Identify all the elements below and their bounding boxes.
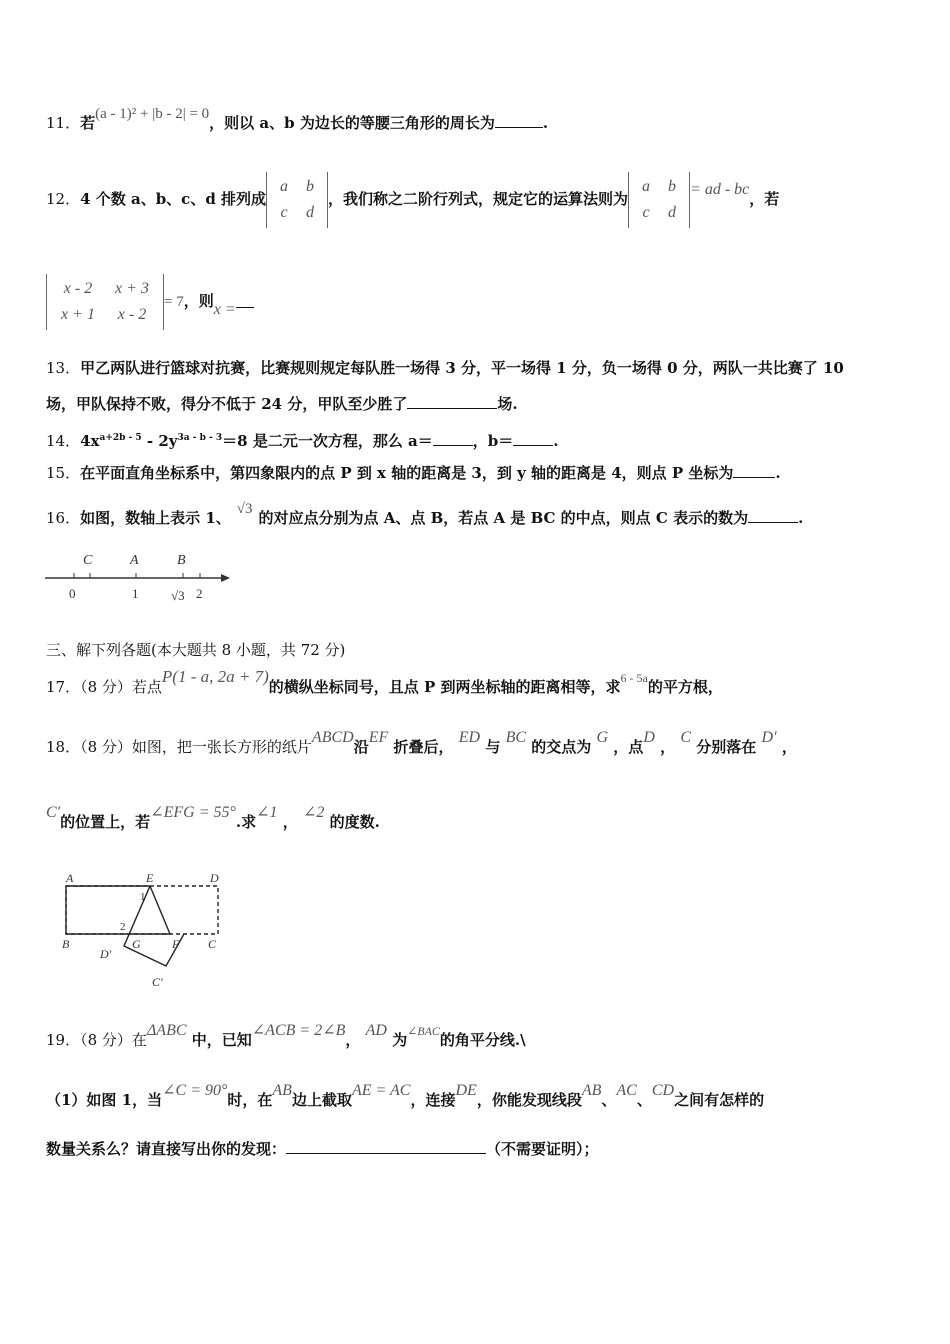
answer-blank[interactable] [733, 463, 775, 478]
question-17: 17．（8 分）若点P(1 - a, 2a + 7)的横纵坐标同号，且点 P 到两坐标轴的距离相等，求$^{6 - 5a}$的平方根， [46, 667, 723, 696]
determinant-x: x - 2 x + 3 x + 1 x - 2 [46, 274, 164, 330]
answer-blank[interactable] [495, 113, 543, 128]
determinant-abcd: a b c d [266, 172, 328, 228]
question-19: 19．（8 分）在ΔABC 中，已知∠ACB = 2∠B， AD 为$^{\angle BAC}$的角平分线.\ [46, 1022, 526, 1049]
question-18-line2: C′的位置上，若∠EFG = 55°.求∠1 ， ∠2 的度数. [46, 804, 380, 831]
question-13-line2: 场，甲队保持不败，得分不低于 24 分，甲队至少胜了 场. [46, 395, 518, 413]
tick-label-sqrt3: √3 [171, 588, 185, 603]
label-e: E [146, 871, 154, 885]
label-c: C [208, 937, 217, 951]
question-16: 16．如图，数轴上表示 1、 √3 的对应点分别为点 A、点 B，若点 A 是 BC 的中点，则点 C 表示的数为 . [46, 501, 804, 527]
answer-blank[interactable] [407, 394, 497, 409]
label-f: F [172, 937, 180, 951]
solid-rectangle-part [66, 886, 150, 934]
arrow-icon [221, 574, 230, 582]
label-angle-2: 2 [120, 921, 126, 933]
answer-blank[interactable] [236, 293, 254, 308]
question-12: 12．4 个数 a、b、c、d 排列成 a b c d ，我们称之二阶行列式，规定它的运算法则为 a b c d = ad - bc，若 [46, 172, 779, 228]
determinant-rule: a b c d [628, 172, 690, 228]
label-c: C [83, 553, 93, 568]
question-11: 11．若(a - 1)² + |b - 2| = 0，则以 a、b 为边长的等腰三角形的周长为 . [46, 106, 549, 132]
label-c-prime: C′ [152, 975, 163, 989]
label-d: D [210, 871, 219, 885]
label-a: A [66, 871, 74, 885]
question-18-line1: 18．（8 分）如图，把一张长方形的纸片ABCD沿EF 折叠后， ED 与 BC 的交点为 G ，点D ， C 分别落在 D′ ， [46, 729, 797, 756]
label-b: B [177, 553, 186, 568]
fold-line-ef [150, 886, 170, 934]
question-19-part1: （1）如图 1，当∠C = 90°时，在AB边上截取AE = AC，连接DE，你能发现线段AB、AC、CD之间有怎样的 [46, 1082, 765, 1109]
answer-blank[interactable] [748, 508, 798, 523]
folded-flap [124, 886, 184, 966]
tick-label-0: 0 [69, 586, 76, 601]
answer-blank-b[interactable] [513, 431, 553, 446]
tick-label-2: 2 [196, 586, 203, 601]
section-3-title: 三、解下列各题(本大题共 8 小题，共 72 分) [46, 641, 346, 659]
label-b: B [62, 937, 70, 951]
question-14: 14．$4x^{a+2b - 5} - 2y^{3a - b - 3}=8$ 是二元一次方程，那么 a＝ ，b＝ . [46, 432, 559, 450]
number-line-figure [40, 548, 240, 608]
question-15: 15．在平面直角坐标系中，第四象限内的点 P 到 x 轴的距离是 3，到 y 轴的距离是 4，则点 P 坐标为 . [46, 464, 781, 482]
label-d-prime: D′ [100, 947, 112, 961]
folding-figure [58, 868, 238, 992]
answer-blank[interactable] [286, 1139, 486, 1154]
question-19-part1-line2: 数量关系么？请直接写出你的发现： （不需要证明）； [46, 1140, 599, 1158]
label-a: A [130, 553, 139, 568]
label-g: G [132, 937, 141, 951]
q11-expression: (a - 1)² + |b - 2| = 0 [95, 106, 210, 122]
answer-blank-a[interactable] [433, 431, 473, 446]
question-12-equation: x - 2 x + 3 x + 1 x - 2 = 7，则x = [46, 274, 254, 330]
label-angle-1: 1 [140, 891, 146, 903]
tick-label-1: 1 [132, 586, 139, 601]
question-13-line1: 13．甲乙两队进行篮球对抗赛，比赛规则规定每队胜一场得 3 分，平一场得 1 分，负一场得 0 分，两队一共比赛了 10 [46, 359, 844, 377]
